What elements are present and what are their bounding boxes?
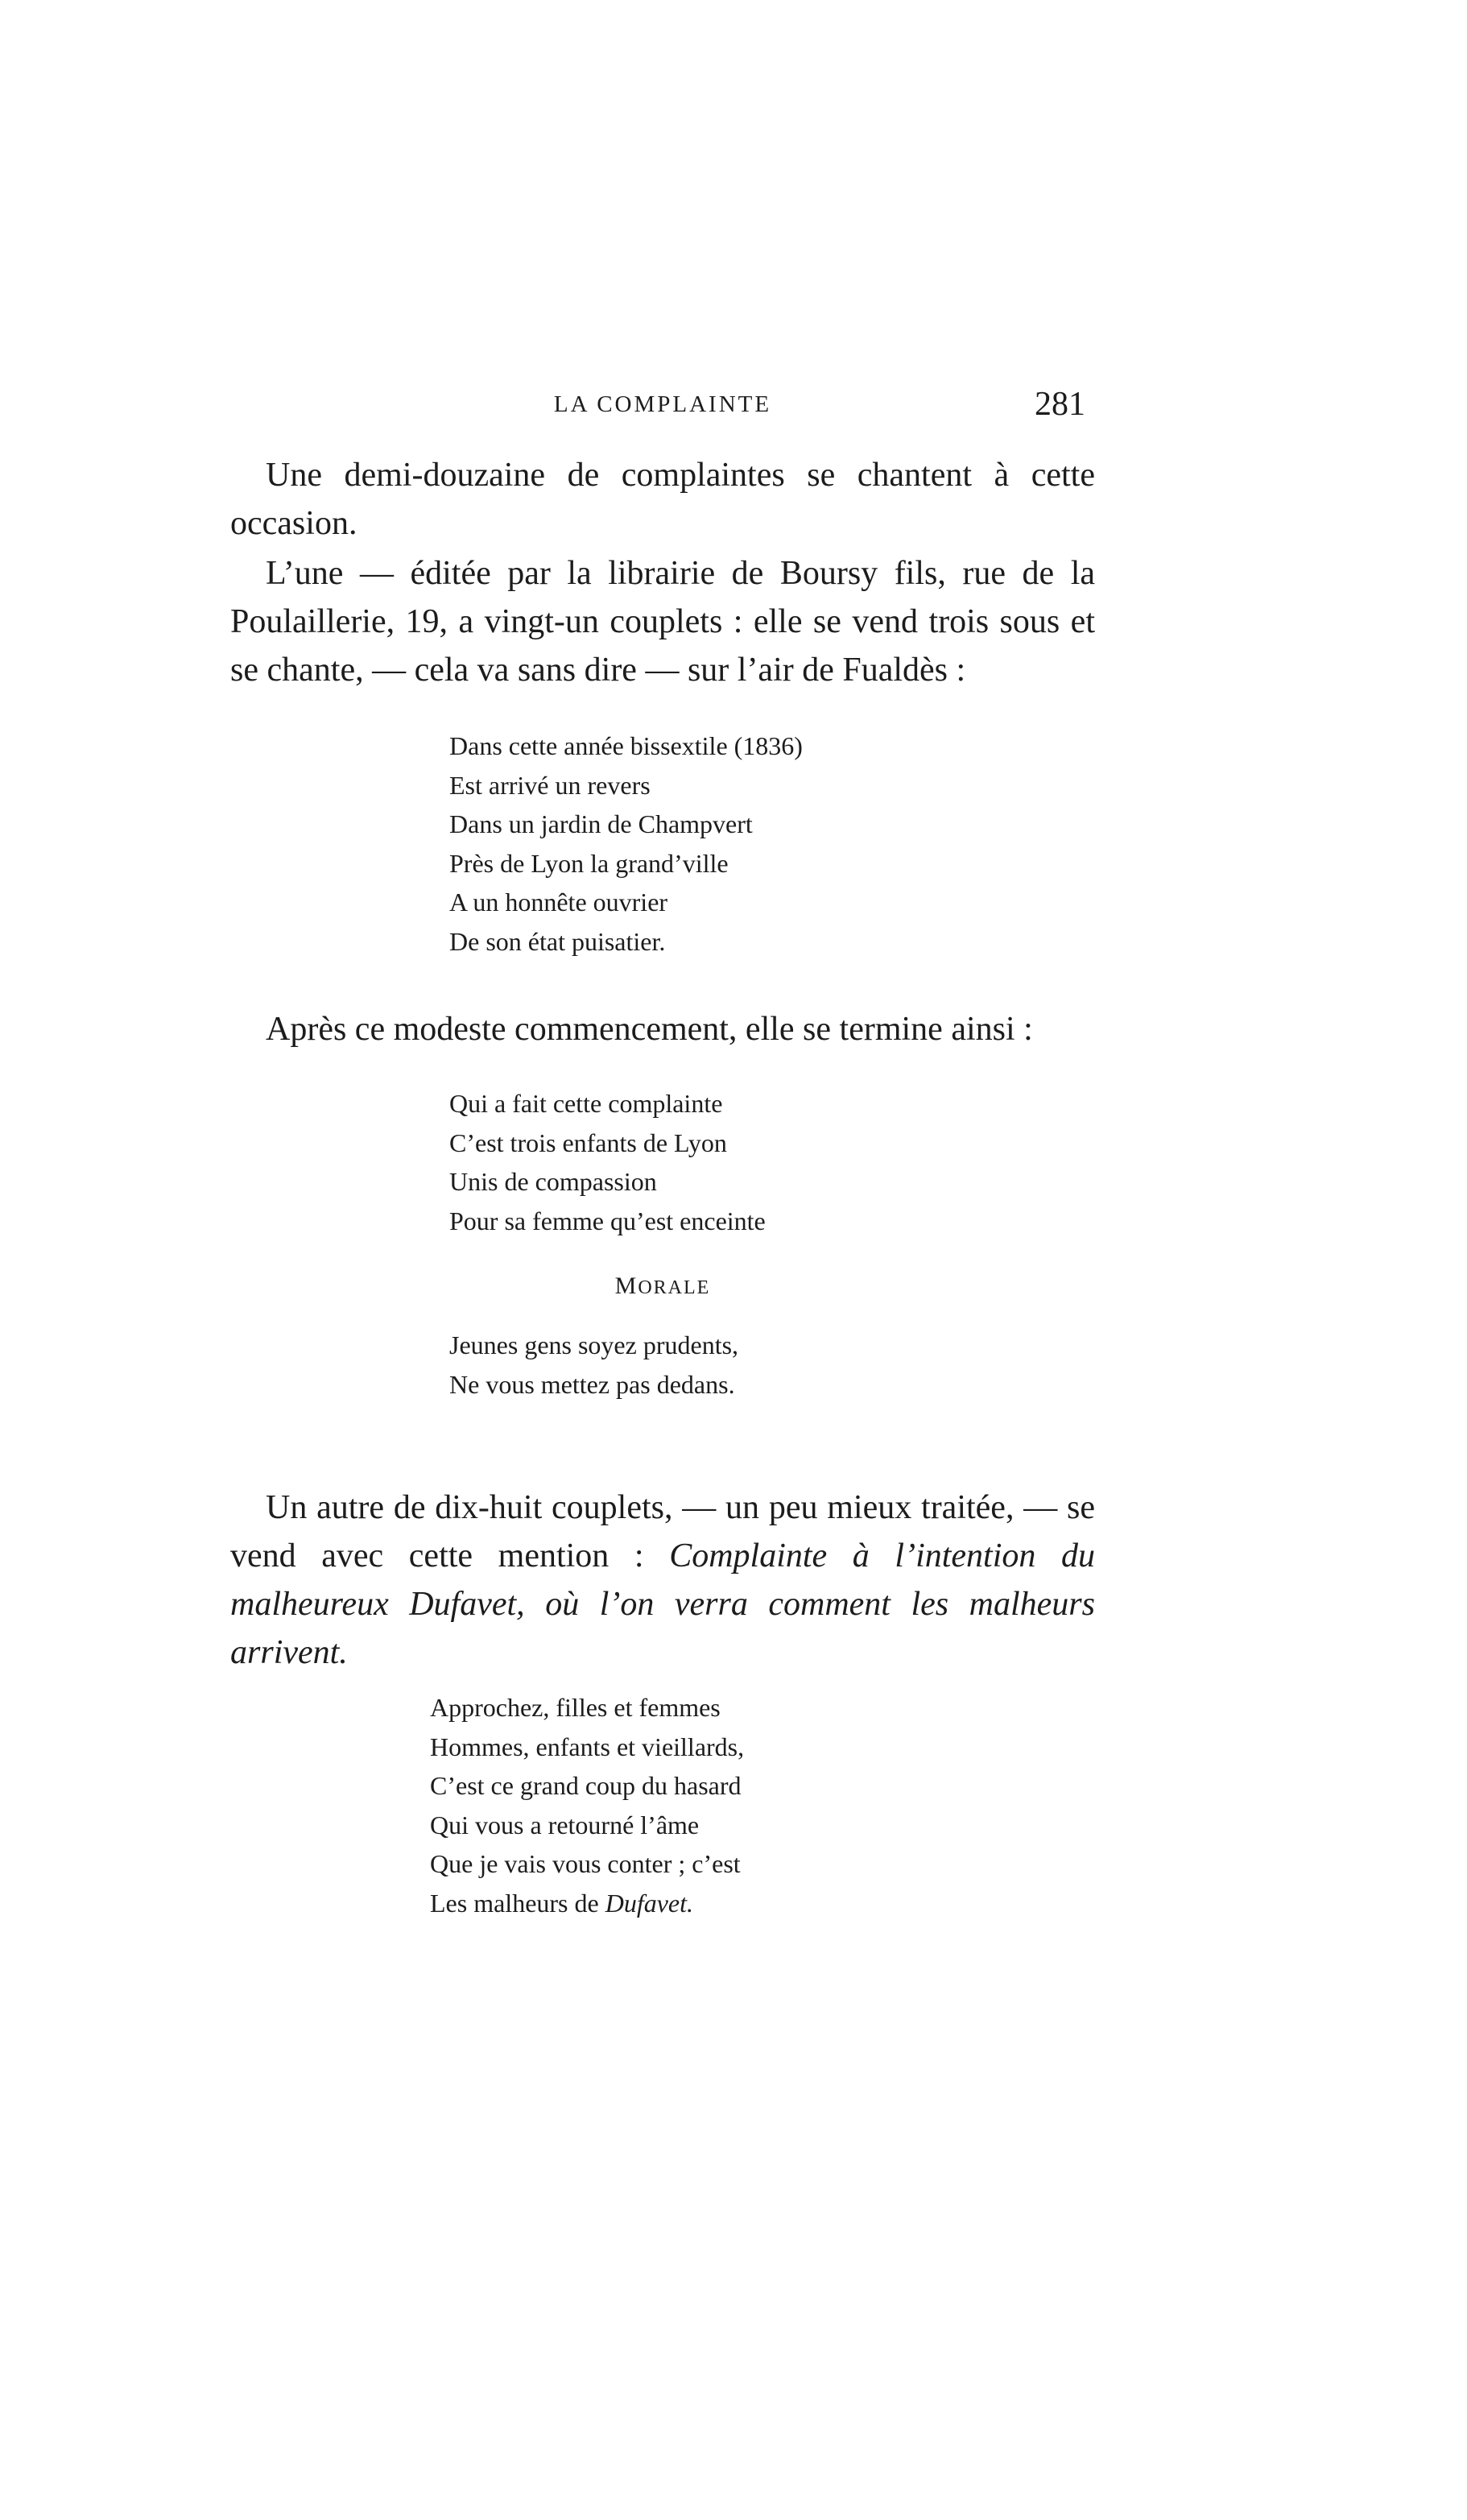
verse-line: Qui vous a retourné l’âme xyxy=(430,1810,700,1839)
verse-line: Dans un jardin de Champvert xyxy=(449,809,753,838)
paragraph-4-text: Un autre de dix-huit couplets, — un peu mieux traitée, — se vend avec cette mention : xyxy=(230,1489,1095,1574)
paragraph-4 xyxy=(230,1483,1095,1677)
paragraph-3-text: Après ce modeste commencement, elle se termine ainsi : xyxy=(266,1011,1033,1048)
verse-line: De son état puisatier. xyxy=(449,926,666,956)
page-header xyxy=(230,385,1095,433)
verse-line-last-italic: Dufavet. xyxy=(605,1888,693,1918)
verse-stanza-2 xyxy=(449,1084,766,1240)
verse-line-last xyxy=(430,1884,744,1923)
verse-line: Jeunes gens soyez prudents, xyxy=(449,1330,739,1359)
verse-line: Pour sa femme qu’est enceinte xyxy=(449,1206,766,1235)
verse-stanza-3 xyxy=(430,1688,744,1922)
verse-line: C’est trois enfants de Lyon xyxy=(449,1128,727,1157)
paragraph-3 xyxy=(230,1005,1095,1053)
running-title: LA COMPLAINTE xyxy=(553,391,772,417)
morale-heading: MORALE xyxy=(614,1272,711,1299)
verse-line: Hommes, enfants et vieillards, xyxy=(430,1732,745,1761)
verse-line: Unis de compassion xyxy=(449,1167,657,1196)
verse-line: Ne vous mettez pas dedans. xyxy=(449,1369,735,1399)
paragraph-4-italic: Complainte à l’intention du malheureux Dufavet, où l’on verra comment les malheurs arrivent. xyxy=(230,1537,1095,1671)
verse-line-last-text: Les malheurs de xyxy=(430,1888,605,1918)
verse-line: Qui a fait cette complainte xyxy=(449,1089,723,1118)
paragraph-2-text: L’une — éditée par la librairie de Boursy fils, rue de la Poulaillerie, 19, a vingt-un couplets : elle se vend trois sous et se chante, — cela va sans dire — sur l’air de Fualdès : xyxy=(230,555,1095,689)
verse-line: Près de Lyon la grand’ville xyxy=(449,848,729,878)
paragraph-2 xyxy=(230,549,1095,694)
paragraph-1-text: Une demi-douzaine de complaintes se chantent à cette occasion. xyxy=(230,457,1095,542)
verse-line: Est arrivé un revers xyxy=(449,770,651,800)
verse-line: C’est ce grand coup du hasard xyxy=(430,1771,742,1800)
verse-line: A un honnête ouvrier xyxy=(449,888,668,917)
paragraph-1 xyxy=(230,451,1095,548)
morale-stanza xyxy=(449,1326,738,1404)
verse-line: Dans cette année bissextile (1836) xyxy=(449,731,803,760)
verse-line: Que je vais vous conter ; c’est xyxy=(430,1849,741,1878)
verse-line: Approchez, filles et femmes xyxy=(430,1693,721,1722)
page-number: 281 xyxy=(1035,386,1085,423)
verse-stanza-1 xyxy=(449,726,803,961)
